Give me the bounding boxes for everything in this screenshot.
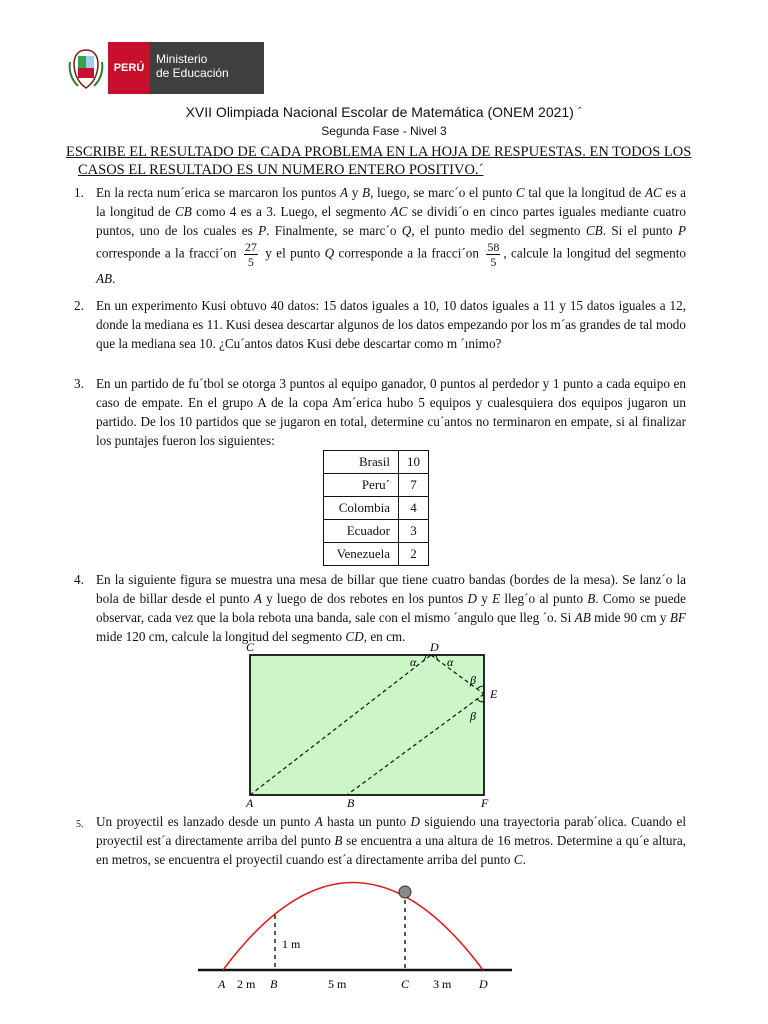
text: lleg´o al punto bbox=[500, 591, 588, 606]
text: , luego, se marc´o el punto bbox=[370, 185, 516, 200]
text: , en cm. bbox=[363, 629, 406, 644]
problem-number: 4. bbox=[74, 572, 84, 587]
points-cell: 7 bbox=[399, 474, 429, 497]
numerator: 58 bbox=[487, 240, 500, 254]
var: D bbox=[467, 591, 478, 606]
numerator: 27 bbox=[244, 240, 257, 254]
var: A bbox=[340, 185, 349, 200]
var: AC bbox=[644, 185, 662, 200]
points-cell: 4 bbox=[399, 497, 429, 520]
text: hasta un punto bbox=[322, 814, 411, 829]
label-b: B bbox=[270, 977, 278, 991]
team-cell: Brasil bbox=[324, 451, 399, 474]
page-title: XVII Olimpiada Nacional Escolar de Matemática (ONEM 2021) ´ bbox=[185, 104, 583, 120]
text: y bbox=[477, 591, 493, 606]
team-cell: Venezuela bbox=[324, 543, 399, 566]
text: mide 90 cm y bbox=[590, 610, 670, 625]
problem-text: En un partido de fu´tbol se otorga 3 puntos al equipo ganador, 0 puntos al perdedor y 1 punto a cada equipo en caso de empate. En el grupo A de la copa Am´erica hubo 5 equipos y cualesquiera dos equipos jugaron un partido. De los 10 partidos que se jugaron en total, determine cu´antos no terminaron en empate, si al finalizar los puntajes fueron los siguientes: bbox=[96, 376, 686, 448]
height-label: 1 m bbox=[282, 937, 301, 951]
denominator: 5 bbox=[247, 255, 254, 269]
text: y bbox=[348, 185, 363, 200]
var: Q bbox=[324, 245, 335, 261]
var: Q bbox=[401, 223, 412, 238]
problem-number: 1. bbox=[74, 185, 84, 200]
text: y luego de dos rebotes en los puntos bbox=[261, 591, 468, 606]
label-beta: β bbox=[470, 709, 476, 723]
points-cell: 10 bbox=[399, 451, 429, 474]
instructions-line-2: CASOS EL RESULTADO ES UN NUMERO ENTERO POSITIVO.´ bbox=[78, 162, 484, 178]
label-b: B bbox=[347, 796, 355, 810]
label-beta: β bbox=[470, 673, 476, 687]
label-d: D bbox=[430, 640, 439, 654]
var: P bbox=[258, 223, 267, 238]
denominator: 5 bbox=[490, 255, 497, 269]
var: CB bbox=[174, 204, 192, 219]
problem-number: 3. bbox=[74, 376, 84, 391]
peru-label: PERÚ bbox=[108, 42, 150, 94]
text: , el punto medio del segmento bbox=[411, 223, 586, 238]
text: Un proyectil es lanzado desde un punto bbox=[96, 814, 315, 829]
text: En la siguiente figura se muestra una mesa de billar que tiene cuatro bandas (bordes de la mesa). Se lanz´o la bola de billar desde el punto bbox=[96, 572, 686, 606]
var: CD bbox=[345, 629, 364, 644]
label-a: A bbox=[218, 977, 226, 991]
projectile-figure bbox=[198, 883, 512, 992]
label-cd: 3 m bbox=[433, 977, 452, 991]
text: , calcule la longitud del segmento bbox=[503, 245, 687, 261]
text: siguiendo una trayectoria parab´olica. Cuando el proyectil est´a directamente arriba del punto bbox=[96, 814, 686, 848]
text: . Si el punto bbox=[602, 223, 678, 238]
label-alpha: α bbox=[410, 655, 417, 669]
label-alpha: α bbox=[447, 655, 454, 669]
var: C bbox=[515, 185, 525, 200]
problem-text: En un experimento Kusi obtuvo 40 datos: 15 datos iguales a 10, 10 datos iguales a 11 y 15 datos iguales a 12, donde la mediana es 11. Kusi desea descartar algunos de los datos empezando por los m´as grandes de tal modo que la mediana sea 10. ¿Cu´antos datos Kusi debe descartar como m ´ınimo? bbox=[96, 298, 686, 351]
team-cell: Peru´ bbox=[324, 474, 399, 497]
var: AB bbox=[96, 271, 113, 286]
var: D bbox=[410, 814, 421, 829]
ministry-line-2: de Educación bbox=[156, 66, 229, 80]
text: En la recta num´erica se marcaron los puntos bbox=[96, 185, 340, 200]
var: A bbox=[314, 814, 323, 829]
var: E bbox=[492, 591, 501, 606]
team-cell: Colombia bbox=[324, 497, 399, 520]
ministry-line-1: Ministerio bbox=[156, 52, 208, 66]
text: como 4 es a 3. Luego, el segmento bbox=[191, 204, 391, 219]
label-bc: 5 m bbox=[328, 977, 347, 991]
label-c: C bbox=[401, 977, 410, 991]
label-c: C bbox=[246, 640, 255, 654]
text: . Como se puede observar, cada vez que la bola rebota una banda, sale con el mismo ´angulo que lleg ´o. Si bbox=[96, 591, 686, 625]
var: A bbox=[253, 591, 262, 606]
text: es a la longitud de bbox=[96, 185, 686, 219]
page-subtitle: Segunda Fase - Nivel 3 bbox=[321, 124, 447, 138]
var: C bbox=[513, 852, 523, 867]
var: BF bbox=[669, 610, 686, 625]
label-d: D bbox=[479, 977, 488, 991]
points-cell: 3 bbox=[399, 520, 429, 543]
var: CB bbox=[585, 223, 603, 238]
var: AC bbox=[390, 204, 408, 219]
label-ab: 2 m bbox=[237, 977, 256, 991]
parabola-curve bbox=[223, 883, 483, 971]
billiard-table bbox=[250, 655, 484, 795]
text: corresponde a la fracci´on bbox=[334, 245, 484, 261]
text: . bbox=[112, 271, 116, 286]
label-a: A bbox=[246, 796, 254, 810]
instructions-line-1: ESCRIBE EL RESULTADO DE CADA PROBLEMA EN LA HOJA DE RESPUESTAS. EN TODOS LOS bbox=[66, 144, 692, 160]
text: . Finalmente, se marc´o bbox=[266, 223, 402, 238]
text: se encuentra a una altura de 16 metros. Determine a qu´e altura, en metros, se encuentra el proyectil cuando est´a directamente arriba del punto bbox=[96, 833, 686, 867]
var: AB bbox=[574, 610, 591, 625]
var: B bbox=[334, 833, 343, 848]
text: tal que la longitud de bbox=[524, 185, 645, 200]
label-f: F bbox=[481, 796, 489, 810]
var: B bbox=[362, 185, 371, 200]
text: se dividi´o en cinco partes iguales mediante cuatro puntos, uno de los cuales es bbox=[96, 204, 686, 238]
var: P bbox=[677, 223, 686, 238]
team-cell: Ecuador bbox=[324, 520, 399, 543]
text: mide 120 cm, calcule la longitud del segmento bbox=[96, 629, 346, 644]
text: . bbox=[522, 852, 526, 867]
text: y el punto bbox=[260, 245, 325, 261]
problem-number: 2. bbox=[74, 298, 84, 313]
text: corresponde a la fracci´on bbox=[96, 245, 241, 261]
points-cell: 2 bbox=[399, 543, 429, 566]
label-e: E bbox=[490, 687, 498, 701]
projectile-ball bbox=[399, 886, 411, 898]
problem-number: 5. bbox=[76, 819, 84, 830]
billiard-figure bbox=[245, 640, 498, 810]
var: B bbox=[587, 591, 596, 606]
